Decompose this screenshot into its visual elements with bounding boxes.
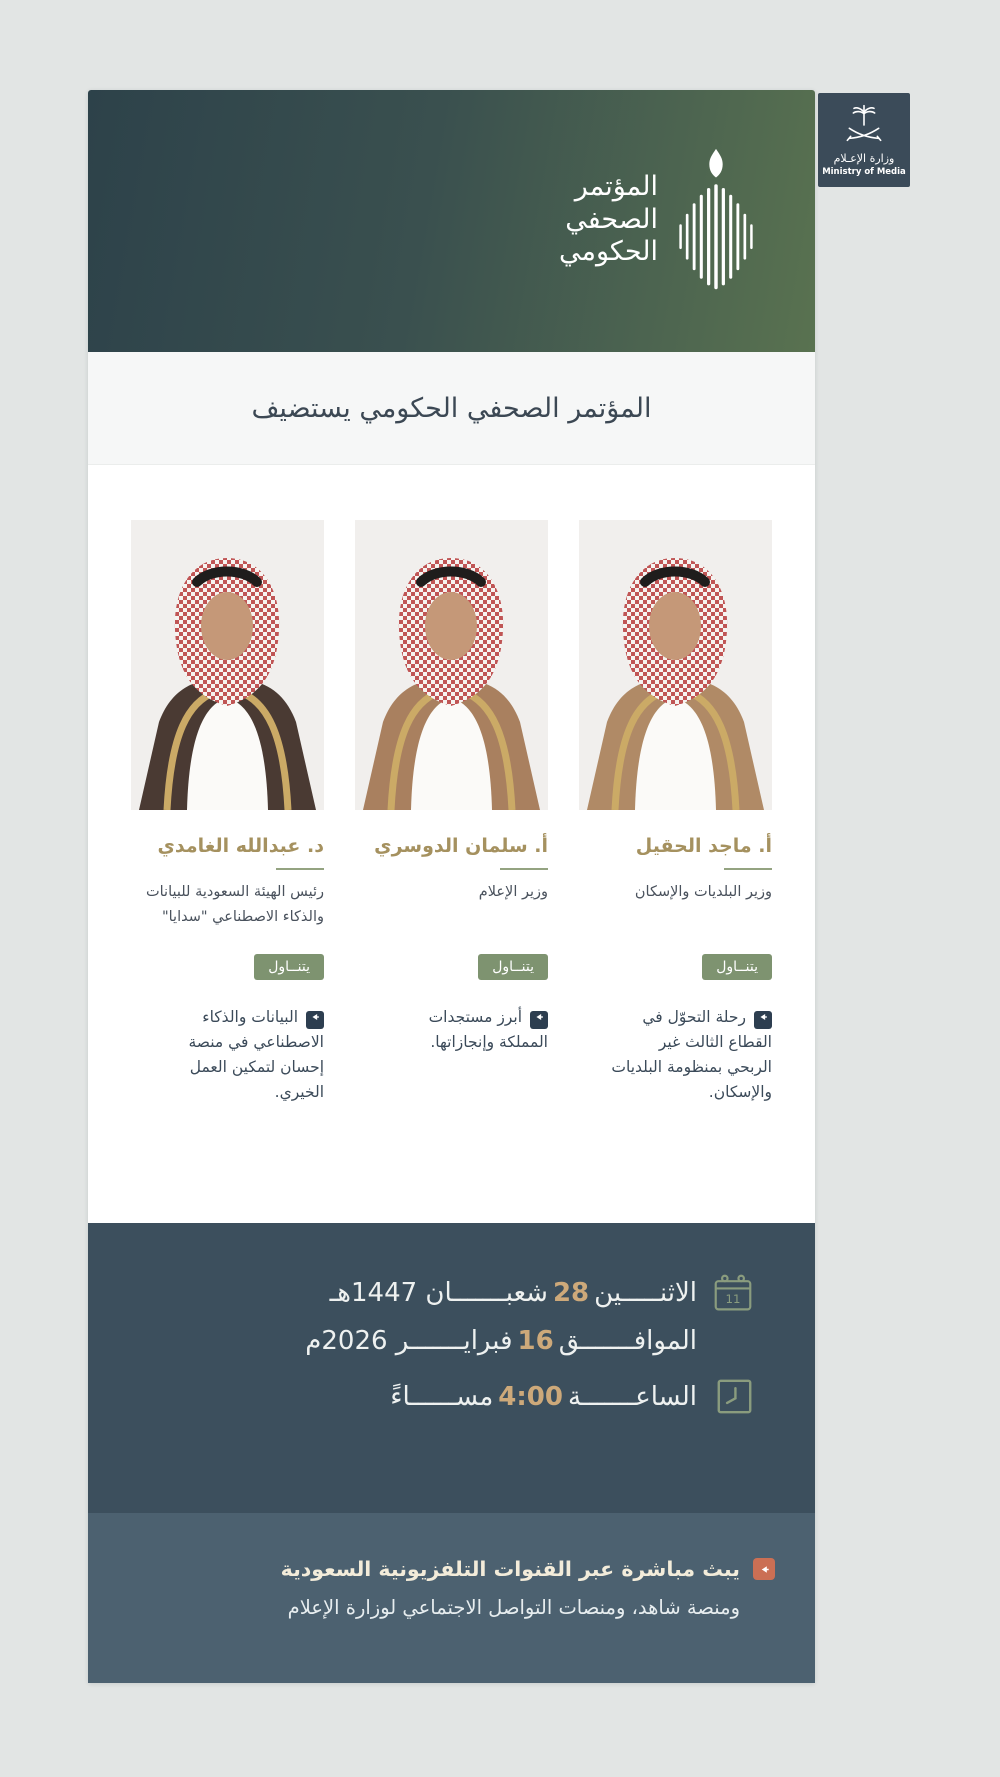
speaker-topic: أبرز مستجدات المملكة وإنجازاتها. — [428, 1007, 548, 1051]
gregorian-date-text: الموافـــــــق16فبرايـــــــر 2026م — [305, 1326, 697, 1356]
hijri-date-row — [128, 1273, 753, 1313]
title-band — [88, 352, 815, 465]
brand-line: الحكومي — [559, 236, 658, 268]
name-underline — [276, 868, 324, 870]
schedule-section — [88, 1223, 815, 1513]
speaker-topic: البيانات والذكاء الاصطناعي في منصة إحسان لتمكين العمل الخيري. — [188, 1007, 324, 1102]
speakers-section — [88, 465, 815, 1223]
brand-line: الصحفي — [565, 203, 658, 235]
header-banner — [88, 90, 815, 352]
topic-badge: يتنــاول — [254, 954, 324, 980]
calendar-icon — [713, 1273, 753, 1313]
broadcast-line1-row — [128, 1557, 775, 1581]
broadcast-line1: يبث مباشرة عبر القنوات التلفزيونية السعودية — [280, 1557, 740, 1581]
speaker-role: وزير البلديات والإسكان — [634, 883, 772, 900]
brand-line: المؤتمر — [574, 171, 658, 203]
arrow-left-icon — [306, 1011, 324, 1029]
svg-text:11: 11 — [725, 1292, 741, 1306]
ministry-name-arabic: وزارة الإعـلام — [833, 151, 895, 165]
speaker-name: أ. ماجد الحقيل — [635, 835, 772, 857]
speaker-name: أ. سلمان الدوسري — [374, 835, 548, 857]
page-title: المؤتمر الصحفي الحكومي يستضيف — [251, 392, 652, 424]
conference-brand — [559, 146, 759, 294]
announcement-card — [88, 90, 906, 1683]
hijri-date-text: الاثنـــــين28شعبـــــــان 1447هـ — [329, 1278, 697, 1308]
speaker-portrait — [131, 520, 324, 810]
clock-icon — [713, 1378, 753, 1415]
topic-badge: يتنــاول — [478, 954, 548, 980]
arrow-left-red-icon — [753, 1558, 775, 1580]
speaker-portrait — [355, 520, 548, 810]
gregorian-date-row — [128, 1326, 753, 1356]
speaker-card-alhogail — [579, 520, 772, 1105]
time-value: 4:00 — [498, 1381, 563, 1412]
speaker-portrait — [579, 520, 772, 810]
gregorian-day-number: 16 — [517, 1326, 554, 1356]
speaker-topic: رحلة التحوّل في القطاع الثالث غير الربحي بمنظومة البلديات والإسكان. — [611, 1007, 772, 1102]
time-text: الساعـــــــة4:00مســــــاءً — [390, 1381, 697, 1412]
speaker-role: رئيس الهيئة السعودية للبيانات والذكاء الاصطناعي "سدايا" — [145, 883, 324, 926]
ministry-of-media-badge — [818, 93, 910, 187]
time-row — [128, 1378, 753, 1415]
speaker-name: د. عبدالله الغامدي — [157, 835, 324, 857]
hijri-day-number: 28 — [552, 1278, 590, 1308]
speaker-card-aldosari — [355, 520, 548, 1105]
ministry-name-english: Ministry of Media — [822, 166, 906, 177]
broadcast-section — [88, 1513, 815, 1683]
topic-badge: يتنــاول — [702, 954, 772, 980]
broadcast-line2: ومنصة شاهد، ومنصات التواصل الاجتماعي لوزارة الإعلام — [287, 1596, 740, 1619]
speaker-card-alghamdi — [131, 520, 324, 1105]
name-underline — [500, 868, 548, 870]
conference-brand-text — [559, 171, 658, 268]
conference-logo-icon — [673, 146, 759, 294]
speaker-role: وزير الإعلام — [478, 883, 548, 900]
arrow-left-icon — [530, 1011, 548, 1029]
arrow-left-icon — [754, 1011, 772, 1029]
name-underline — [724, 868, 772, 870]
saudi-emblem-icon — [844, 104, 884, 150]
